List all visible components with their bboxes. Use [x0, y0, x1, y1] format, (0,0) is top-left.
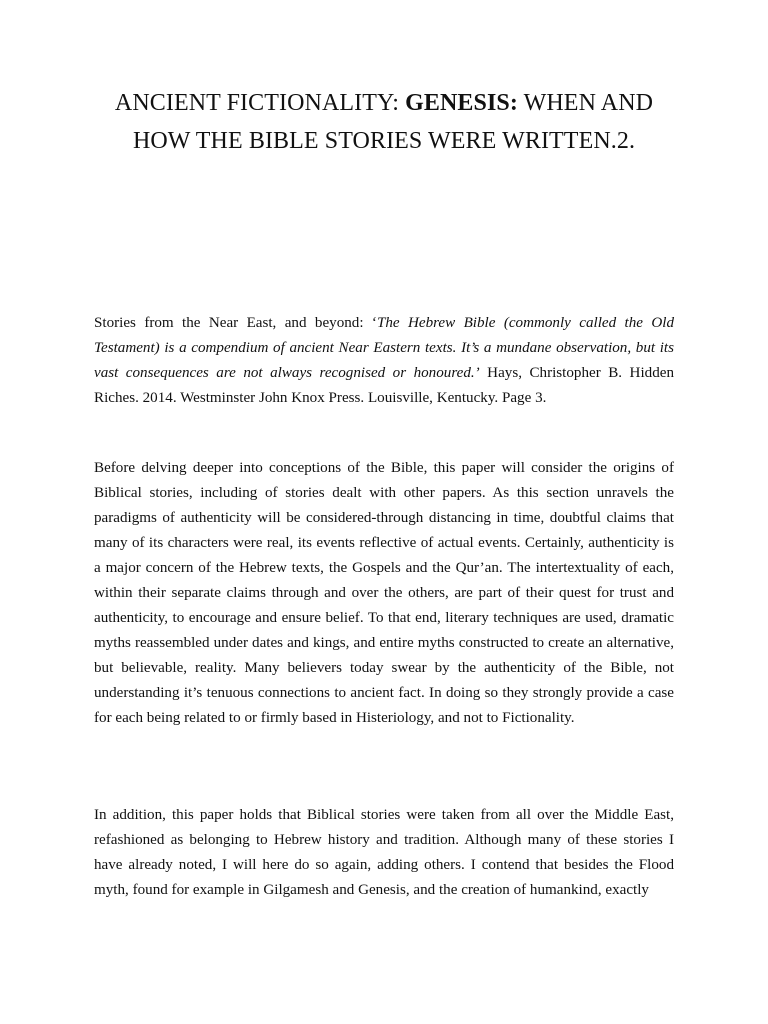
title-line1-prefix: ANCIENT FICTIONALITY: [114, 90, 406, 116]
document-title [60, 84, 708, 160]
paragraph-1-lead: Stories from the Near East, and beyond: ‘ [94, 315, 377, 331]
title-line1-suffix: WHEN AND [517, 90, 654, 116]
title-genesis-bold: GENESIS: [405, 90, 518, 116]
paragraph-authenticity: Before delving deeper into conceptions of the Bible, this paper will consider the origins of Biblical stories, including of stories dealt with other papers. As this section unravels the paradigms of authenticity will be considered-through distancing in time, doubtful claims that many of its characters were real, its events reflective of actual events. Certainly, authenticity is a major concern of the Hebrew texts, the Gospels and the Qur’an. The intertextuality of each, within their separate claims through and over the others, are part of their quest for trust and authenticity, to encourage and ensure belief. To that end, literary techniques are used, dramatic myths reassembled under dates and kings, and entire myths constructed to create an alternative, but believable, reality. Many believers today swear by the authenticity of the Bible, not understanding it’s tenuous connections to ancient fact. In doing so they strongly provide a case for each being related to or firmly based in Histeriology, and not to Fictionality. [94, 460, 674, 726]
title-line2: HOW THE BIBLE STORIES WERE WRITTEN.2. [132, 128, 636, 154]
paragraph-1-citation: Hays, Christopher B. Hidden Riches. 2014. Westminster John Knox Press. Louisville, Kentucky. Page 3. [94, 365, 674, 406]
paragraph-middle-east-origins: In addition, this paper holds that Biblical stories were taken from all over the Middle East, refashioned as belonging to Hebrew history and tradition. Although many of these stories I have already noted, I will here do so again, adding others. I contend that besides the Flood myth, found for example in Gilgamesh and Genesis, and the creation of humankind, exactly [94, 807, 674, 898]
paragraph-quote-hays [94, 311, 674, 411]
paragraph-1-quote: The Hebrew Bible (commonly called the Old Testament) is a compendium of ancient Near Eastern texts. It’s a mundane observation, but its vast consequences are not always recognised or honoured.’ [94, 315, 674, 381]
